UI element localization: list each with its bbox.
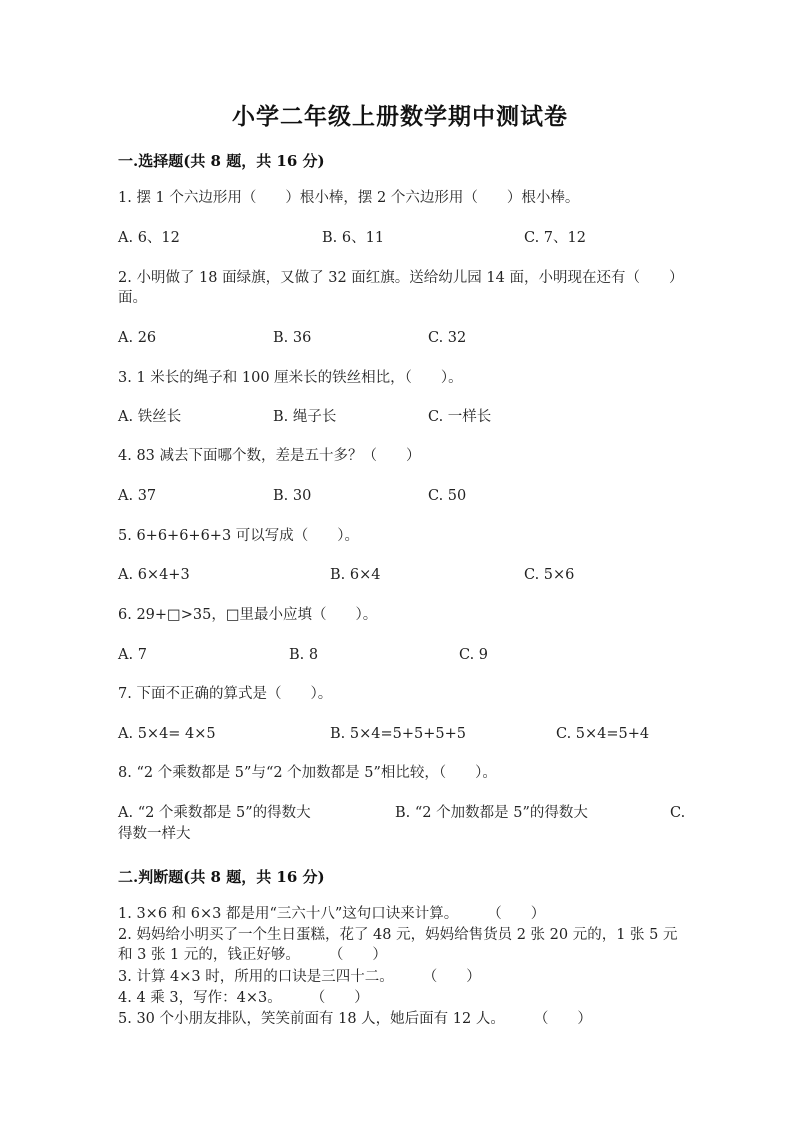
question-6-option-a: A. 7	[118, 647, 147, 663]
question-4: 4. 83 减去下面哪个数，差是五十多？（ ）	[118, 448, 421, 464]
section-heading-choice: 一.选择题(共 8 题，共 16 分)	[118, 152, 325, 170]
question-8-option-c: 得数一样大	[118, 826, 191, 842]
page-title: 小学二年级上册数学期中测试卷	[232, 103, 568, 130]
question-6-option-b: B. 8	[289, 647, 319, 663]
question-1-option-c: C. 7、12	[524, 230, 586, 246]
question-1-option-a: A. 6、12	[118, 230, 180, 246]
question-6-option-c: C. 9	[459, 647, 489, 663]
question-3-option-b: B. 绳子长	[273, 409, 337, 425]
question-1-option-b: B. 6、11	[322, 230, 385, 246]
question-2-option-a: A. 26	[118, 330, 157, 346]
question-4-option-c: C. 50	[428, 488, 467, 504]
question-7: 7. 下面不正确的算式是（ ）。	[118, 686, 333, 702]
question-7-option-b: B. 5×4=5+5+5+5	[330, 726, 466, 742]
question-5-option-b: B. 6×4	[330, 567, 381, 583]
question-6: 6. 29+□>35，□里最小应填（ ）。	[118, 607, 378, 623]
question-8-option-a: A. “2 个乘数都是 5”的得数大	[118, 805, 311, 821]
question-4-option-a: A. 37	[118, 488, 157, 504]
question-4-option-b: B. 30	[273, 488, 312, 504]
tf-item-4: 4. 4 乘 3，写作：4×3。 （ ）	[118, 990, 369, 1006]
question-3-option-c: C. 一样长	[428, 409, 492, 425]
section-heading-true-false: 二.判断题(共 8 题，共 16 分)	[118, 868, 325, 886]
question-3: 3. 1 米长的绳子和 100 厘米长的铁丝相比，（ ）。	[118, 370, 463, 386]
question-5: 5. 6+6+6+6+3 可以写成（ ）。	[118, 528, 360, 544]
tf-item-3: 3. 计算 4×3 时，所用的口诀是三四十二。 （ ）	[118, 969, 481, 985]
question-2: 2. 小明做了 18 面绿旗，又做了 32 面红旗。送给幼儿园 14 面，小明现在还有（ ）面。	[118, 270, 684, 306]
question-8: 8. “2 个乘数都是 5”与“2 个加数都是 5”相比较，（ ）。	[118, 765, 497, 781]
question-1: 1. 摆 1 个六边形用（ ）根小棒，摆 2 个六边形用（ ）根小棒。	[118, 190, 580, 206]
question-8-option-c-start: C.	[670, 805, 686, 821]
question-3-option-a: A. 铁丝长	[118, 409, 182, 425]
question-2-option-c: C. 32	[428, 330, 467, 346]
question-7-option-c: C. 5×4=5+4	[556, 726, 650, 742]
question-8-option-b: B. “2 个加数都是 5”的得数大	[395, 805, 588, 821]
tf-item-1: 1. 3×6 和 6×3 都是用“三六十八”这句口诀来计算。 （ ）	[118, 906, 546, 922]
tf-item-2: 2. 妈妈给小明买了一个生日蛋糕，花了 48 元，妈妈给售货员 2 张 20 元的，1 张 5 元和 3 张 1 元的，钱正好够。 （ ）	[118, 927, 678, 963]
question-2-option-b: B. 36	[273, 330, 312, 346]
question-7-option-a: A. 5×4= 4×5	[118, 726, 216, 742]
question-5-option-a: A. 6×4+3	[118, 567, 190, 583]
tf-item-5: 5. 30 个小朋友排队，笑笑前面有 18 人，她后面有 12 人。 （ ）	[118, 1011, 592, 1027]
question-5-option-c: C. 5×6	[524, 567, 575, 583]
